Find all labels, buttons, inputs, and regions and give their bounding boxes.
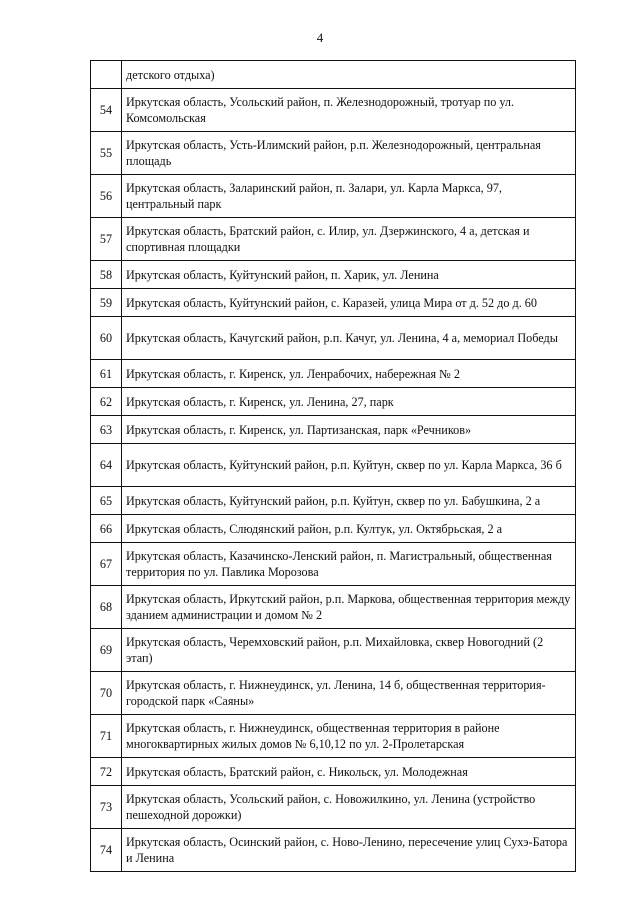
row-address: Иркутская область, Братский район, с. Никольск, ул. Молодежная <box>122 758 576 786</box>
table-row <box>91 416 576 444</box>
row-number: 71 <box>91 715 122 758</box>
row-number: 59 <box>91 289 122 317</box>
row-address: Иркутская область, Куйтунский район, р.п. Куйтун, сквер по ул. Карла Маркса, 36 б <box>122 444 576 487</box>
table-row <box>91 444 576 487</box>
page-number: 4 <box>316 30 324 45</box>
table-row <box>91 543 576 586</box>
table-row <box>91 586 576 629</box>
row-address: Иркутская область, Куйтунский район, п. Харик, ул. Ленина <box>122 261 576 289</box>
row-address: Иркутская область, г. Нижнеудинск, общественная территория в районе многоквартирных жилых домов № 6,10,12 по ул. 2-Пролетарская <box>122 715 576 758</box>
table-row <box>91 515 576 543</box>
row-number: 54 <box>91 89 122 132</box>
table-row <box>91 261 576 289</box>
table-row <box>91 132 576 175</box>
table-row <box>91 715 576 758</box>
row-number: 60 <box>91 317 122 360</box>
row-number: 63 <box>91 416 122 444</box>
row-address: Иркутская область, Заларинский район, п. Залари, ул. Карла Маркса, 97, центральный парк <box>122 175 576 218</box>
table-row <box>91 629 576 672</box>
row-address: Иркутская область, г. Киренск, ул. Ленрабочих, набережная № 2 <box>122 360 576 388</box>
table-row <box>91 175 576 218</box>
table-row <box>91 829 576 872</box>
row-address: Иркутская область, Качугский район, р.п. Качуг, ул. Ленина, 4 а, мемориал Победы <box>122 317 576 360</box>
table-row <box>91 218 576 261</box>
row-number: 58 <box>91 261 122 289</box>
row-address: Иркутская область, Казачинско-Ленский район, п. Магистральный, общественная территория по ул. Павлика Морозова <box>122 543 576 586</box>
table-row <box>91 317 576 360</box>
row-number: 61 <box>91 360 122 388</box>
row-address: Иркутская область, Слюдянский район, р.п. Култук, ул. Октябрьская, 2 а <box>122 515 576 543</box>
table-row <box>91 672 576 715</box>
row-number: 57 <box>91 218 122 261</box>
row-address: Иркутская область, Усть-Илимский район, р.п. Железнодорожный, центральная площадь <box>122 132 576 175</box>
row-address: Иркутская область, Куйтунский район, с. Каразей, улица Мира от д. 52 до д. 60 <box>122 289 576 317</box>
table-row <box>91 786 576 829</box>
address-table-body <box>91 61 576 872</box>
row-number: 68 <box>91 586 122 629</box>
table-row <box>91 487 576 515</box>
row-number: 66 <box>91 515 122 543</box>
row-number: 74 <box>91 829 122 872</box>
row-address: Иркутская область, Иркутский район, р.п. Маркова, общественная территория между зданием администрации и домом № 2 <box>122 586 576 629</box>
table-row <box>91 360 576 388</box>
table-row <box>91 61 576 89</box>
row-address: Иркутская область, Осинский район, с. Ново-Ленино, пересечение улиц Сухэ-Батора и Ленина <box>122 829 576 872</box>
table-row <box>91 289 576 317</box>
row-number <box>91 61 122 89</box>
row-number: 72 <box>91 758 122 786</box>
row-address: детского отдыха) <box>122 61 576 89</box>
row-address: Иркутская область, Черемховский район, р.п. Михайловка, сквер Новогодний (2 этап) <box>122 629 576 672</box>
row-number: 62 <box>91 388 122 416</box>
table-row <box>91 758 576 786</box>
table-row <box>91 388 576 416</box>
row-number: 70 <box>91 672 122 715</box>
row-number: 64 <box>91 444 122 487</box>
address-table <box>90 60 576 872</box>
row-address: Иркутская область, Куйтунский район, р.п. Куйтун, сквер по ул. Бабушкина, 2 а <box>122 487 576 515</box>
table-row <box>91 89 576 132</box>
row-number: 55 <box>91 132 122 175</box>
row-number: 73 <box>91 786 122 829</box>
row-number: 65 <box>91 487 122 515</box>
row-address: Иркутская область, Усольский район, п. Железнодорожный, тротуар по ул. Комсомольская <box>122 89 576 132</box>
row-number: 67 <box>91 543 122 586</box>
row-address: Иркутская область, Братский район, с. Илир, ул. Дзержинского, 4 а, детская и спортивная площадки <box>122 218 576 261</box>
row-address: Иркутская область, Усольский район, с. Новожилкино, ул. Ленина (устройство пешеходной дорожки) <box>122 786 576 829</box>
row-address: Иркутская область, г. Киренск, ул. Ленина, 27, парк <box>122 388 576 416</box>
row-number: 69 <box>91 629 122 672</box>
row-address: Иркутская область, г. Киренск, ул. Партизанская, парк «Речников» <box>122 416 576 444</box>
row-address: Иркутская область, г. Нижнеудинск, ул. Ленина, 14 б, общественная территория-городской парк «Саяны» <box>122 672 576 715</box>
row-number: 56 <box>91 175 122 218</box>
